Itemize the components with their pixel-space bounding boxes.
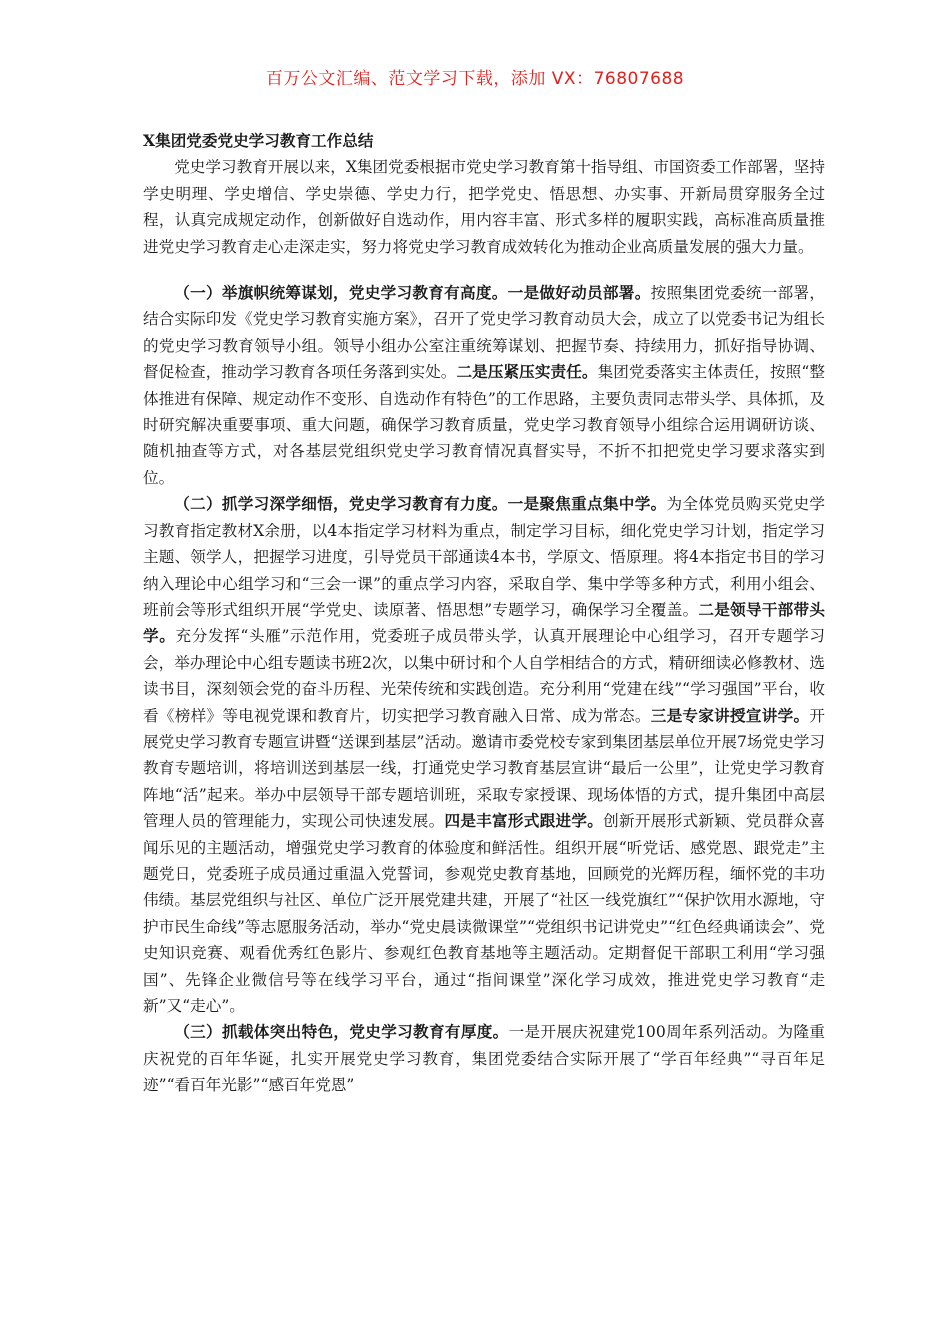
document-title: X集团党委党史学习教育工作总结 (143, 131, 374, 150)
section-3-point-1-text: 一是开展庆祝建党100周年系列活动。为隆重庆祝党的百年华诞，扎实开展党史学习教育，集团党委结合实际开展了“学百年经典”“寻百年足迹”“看百年光影”“感百年党恩” (143, 1023, 825, 1095)
document-body (143, 128, 825, 1099)
section-1-heading: （一）举旗帜统筹谋划，党史学习教育有高度。 (174, 283, 508, 303)
section-2-point-2-text: 充分发挥“头雁”示范作用，党委班子成员带头学，认真开展理论中心组学习，召开专题学习会，举办理论中心组专题读书班2次，以集中研讨和个人自学相结合的方式，精研细读必修教材、选读书目，深刻领会党的奋斗历程、光荣传统和实践创造。充分利用“党建在线”“学习强国”平台，收看《榜样》等电视党课和教育片，切实把学习教育融入日常、成为常态。 (143, 627, 825, 725)
section-2-paragraph (143, 491, 825, 1019)
paragraph-gap (143, 260, 825, 280)
section-3-heading: （三）抓载体突出特色，党史学习教育有厚度。 (174, 1022, 509, 1042)
section-1-paragraph (143, 280, 825, 491)
section-2-point-3-heading: 三是专家讲授宣讲学。 (650, 705, 810, 725)
intro-paragraph: 党史学习教育开展以来，X集团党委根据市党史学习教育第十指导组、市国资委工作部署，坚持学史明理、学史增信、学史崇德、学史力行，把学党史、悟思想、办实事、开新局贯穿服务全过程，认真完成规定动作，创新做好自选动作，用内容丰富、形式多样的履职实践，高标准高质量推进党史学习教育走心走深走实，努力将党史学习教育成效转化为推动企业高质量发展的强大力量。 (143, 158, 825, 256)
watermark-banner: 百万公文汇编、范文学习下载，添加 VX：76807688 (265, 69, 685, 89)
section-2-point-2-heading: 二是领导干部带头学。 (143, 599, 825, 646)
section-3-paragraph (143, 1019, 825, 1098)
section-1-point-1-text: 按照集团党委统一部署，结合实际印发《党史学习教育实施方案》，召开了党史学习教育动员大会，成立了以党委书记为组长的党史学习教育领导小组。领导小组办公室注重统筹谋划、把握节奏、持续用力，抓好指导协调、督促检查，推动学习教育各项任务落到实处。 (143, 284, 825, 382)
section-2-heading: （二）抓学习深学细悟，党史学习教育有力度。 (174, 494, 508, 514)
section-2-point-3-text: 开展党史学习教育专题宣讲暨“送课到基层”活动。邀请市委党校专家到集团基层单位开展7场党史学习教育专题培训，将培训送到基层一线，打通党史学习教育基层宣讲“最后一公里”，让党史学习教育阵地“活”起来。举办中层领导干部专题培训班，采取专家授课、现场体悟的方式，提升集团中高层管理人员的管理能力，实现公司快速发展。 (143, 706, 825, 831)
section-2-point-1-heading: 一是聚焦重点集中学。 (507, 494, 667, 514)
section-1-point-1-heading: 一是做好动员部署。 (507, 283, 651, 303)
section-1-point-2-heading: 二是压紧压实责任。 (456, 362, 598, 382)
section-2-point-4-text: 创新开展形式新颖、党员群众喜闻乐见的主题活动，增强党史学习教育的体验度和鲜活性。组织开展“听党话、感党恩、跟党走”主题党日，党委班子成员通过重温入党誓词，参观党史教育基地，回顾党的光辉历程，缅怀党的丰功伟绩。基层党组织与社区、单位广泛开展党建共建，开展了“社区一线党旗红”“保护饮用水源地，守护市民生命线”等志愿服务活动，举办“党史晨读微课堂”“党组织书记讲党史”“红色经典诵读会”、党史知识竞赛、观看优秀红色影片、参观红色教育基地等主题活动。定期督促干部职工利用“学习强国”、先锋企业微信号等在线学习平台，通过“指间课堂”深化学习成效，推进党史学习教育“走新”又“走心”。 (143, 812, 825, 1015)
section-2-point-1-text: 为全体党员购买党史学习教育指定教材X余册，以4本指定学习材料为重点，制定学习目标，细化党史学习计划，指定学习主题、领学人，把握学习进度，引导党员干部通读4本书，学原文、悟原理。将4本指定书目的学习纳入理论中心组学习和“三会一课”的重点学习内容，采取自学、集中学等多种方式，利用小组会、班前会等形式组织开展“学党史、读原著、悟思想”专题学习，确保学习全覆盖。 (143, 495, 825, 619)
section-2-point-4-heading: 四是丰富形式跟进学。 (444, 811, 604, 831)
section-1-point-2-text: 集团党委落实主体责任，按照“整体推进有保障、规定动作不变形、自选动作有特色”的工作思路，主要负责同志带头学、具体抓，及时研究解决重要事项、重大问题，确保学习教育质量，党史学习教育领导小组综合运用调研访谈、随机抽查等方式，对各基层党组织党史学习教育情况真督实导，不折不扣把党史学习要求落实到位。 (143, 363, 825, 487)
